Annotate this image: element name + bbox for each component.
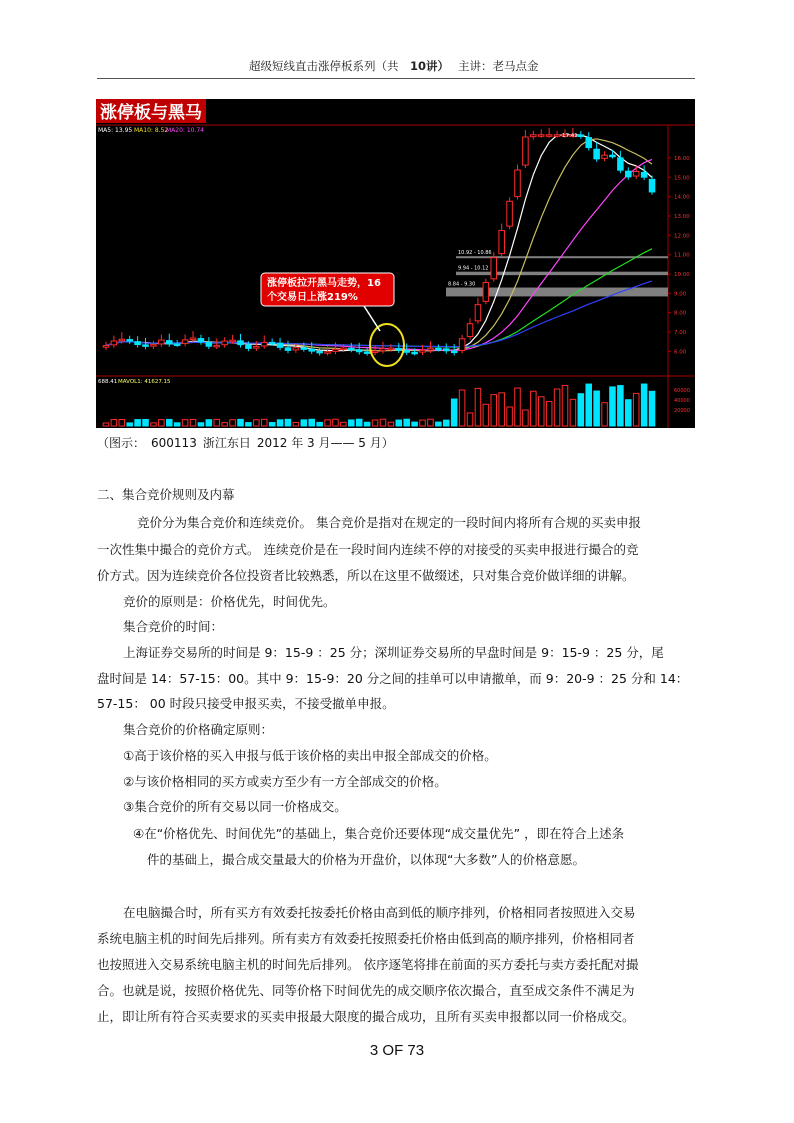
paragraph-4-line-3: 57-15： 00 时段只接受申报买卖，不接受撤单申报。 bbox=[97, 696, 395, 711]
candle-body bbox=[206, 342, 212, 346]
candle-body bbox=[238, 341, 244, 345]
candle-body bbox=[412, 352, 418, 354]
price-tick-label: 7.00 bbox=[674, 330, 687, 336]
annotation-line-2: 个交易日上涨219% bbox=[267, 292, 358, 303]
price-tick-label: 11.00 bbox=[674, 252, 690, 259]
candle-body bbox=[159, 340, 165, 344]
price-tick-label: 14.00 bbox=[674, 194, 690, 201]
paragraph-6-line-3: 也按照进入交易系统电脑主机的时间先后排列。 依序逐笔将排在前面的买方委托与卖方委托配对撮 bbox=[97, 957, 639, 972]
volume-bar bbox=[190, 419, 196, 426]
candle-body bbox=[261, 342, 267, 346]
ma5-line bbox=[106, 135, 652, 351]
chart-title: 涨停板与黑马 bbox=[100, 103, 202, 123]
candle-body bbox=[222, 341, 228, 345]
candle-body bbox=[285, 348, 291, 351]
volume-bar bbox=[451, 399, 457, 426]
rule-2: ②与该价格相同的买方或卖方至少有一方全部成交的价格。 bbox=[123, 774, 447, 789]
volume-bar bbox=[404, 419, 410, 426]
volume-bar bbox=[230, 420, 236, 426]
price-tick-label: 8.00 bbox=[674, 310, 687, 317]
volume-bar bbox=[626, 400, 632, 426]
volume-bar bbox=[499, 393, 505, 426]
paragraph-4-line-1: 上海证券交易所的时间是 9：15-9 ：25 分；深圳证券交易所的早盘时间是 9：15-9 ：25 分，尾 bbox=[123, 645, 664, 660]
paragraph-6-line-4: 合。也就是说，按照价格优先、同等价格下时间优先的成交顺序依次撮合，直至成交条件不满足为 bbox=[97, 983, 635, 998]
volume-bar bbox=[111, 420, 117, 426]
volume-bar bbox=[159, 420, 165, 426]
volume-bar bbox=[586, 384, 592, 426]
volume-bar bbox=[222, 423, 228, 426]
volume-bar bbox=[515, 388, 521, 426]
volume-bar bbox=[562, 385, 568, 426]
candle-body bbox=[467, 324, 473, 337]
volume-bar bbox=[467, 413, 473, 426]
candle-body bbox=[317, 351, 323, 353]
ma20-legend: MA20: 10.74 bbox=[166, 127, 205, 134]
rule-1: ①高于该价格的买入申报与低于该价格的卖出申报全部成交的价格。 bbox=[123, 748, 497, 763]
volume-bar bbox=[641, 384, 647, 426]
candle-body bbox=[404, 350, 410, 352]
ma10-legend: MA10: 8.52 bbox=[134, 127, 169, 134]
candle-body bbox=[554, 135, 560, 137]
paragraph-1-line-3: 价方式。因为连续竞价各位投资者比较熟悉，所以在这里不做缀述，只对集合竞价做详细的讲解。 bbox=[97, 568, 635, 583]
volume-bar bbox=[325, 420, 331, 426]
candle-body bbox=[111, 341, 117, 345]
candle-body bbox=[372, 351, 378, 353]
candle-body bbox=[649, 179, 655, 192]
caption-name: 浙江东日 bbox=[202, 436, 251, 450]
caption-date: 2012 年 3 月—— 5 月） bbox=[256, 436, 394, 450]
gap-label: 10.92 - 10.86 bbox=[458, 250, 492, 257]
price-axis-ticks bbox=[668, 156, 690, 414]
price-tick-label: 10.00 bbox=[674, 272, 690, 278]
volume-bar bbox=[333, 419, 339, 426]
candle-body bbox=[444, 349, 450, 351]
page-header bbox=[97, 56, 695, 79]
volume-bar bbox=[531, 391, 537, 426]
volume-bar bbox=[523, 410, 529, 426]
candle-body bbox=[325, 352, 331, 354]
price-tick-label: 6.00 bbox=[674, 349, 687, 356]
page-number: 3 OF 73 bbox=[369, 1042, 425, 1059]
gap-label: 9.94 - 10.12 bbox=[458, 265, 489, 272]
candle-body bbox=[333, 349, 339, 351]
candle-body bbox=[618, 158, 624, 170]
price-tick-label: 15.00 bbox=[674, 175, 690, 182]
volume-bar bbox=[538, 397, 544, 426]
volume-bar bbox=[388, 422, 394, 426]
candle-body bbox=[230, 340, 236, 342]
volume-bar bbox=[649, 391, 655, 426]
candle-body bbox=[293, 348, 299, 350]
price-tick-label: 13.00 bbox=[674, 214, 690, 220]
rule-3: ③集合竞价的所有交易以同一价格成交。 bbox=[123, 799, 347, 814]
volume-bar bbox=[182, 420, 188, 426]
paragraph-4-line-2: 盘时间是 14：57-15：00。其中 9：15-9：20 分之间的挂单可以申请撤单，而 9：20-9 ：25 分和 14： bbox=[97, 671, 689, 686]
volume-bar bbox=[356, 419, 362, 426]
volume-bar bbox=[475, 388, 481, 426]
volume-bar bbox=[610, 387, 616, 426]
volume-bar bbox=[214, 419, 220, 426]
candle-body bbox=[349, 348, 355, 350]
volume-bar bbox=[309, 419, 315, 426]
volume-bar bbox=[341, 422, 347, 426]
candle-body bbox=[356, 350, 362, 352]
candle-body bbox=[277, 343, 283, 347]
candle-body bbox=[103, 346, 109, 348]
candle-body bbox=[182, 340, 188, 344]
candle-body bbox=[475, 305, 481, 321]
candle-body bbox=[507, 201, 513, 226]
paragraph-6-line-2: 系统电脑主机的时间先后排列。所有卖方有效委托按照委托价格由低到高的顺序排列，价格相同者 bbox=[97, 931, 635, 946]
volume-tick-label: 20000 bbox=[674, 408, 690, 414]
stock-chart bbox=[96, 99, 695, 428]
volume-bar bbox=[633, 393, 639, 426]
volume-bar bbox=[293, 422, 299, 426]
gap-label: 8.84 - 9.30 bbox=[448, 281, 476, 288]
candle-body bbox=[420, 350, 426, 352]
volume-bar bbox=[459, 390, 465, 426]
candle-body bbox=[523, 137, 529, 165]
volume-bars bbox=[103, 384, 655, 426]
candle-body bbox=[546, 135, 552, 137]
volume-bar bbox=[174, 423, 180, 426]
gap-band bbox=[456, 272, 668, 275]
paragraph-5: 集合竞价的价格确定原则： bbox=[123, 722, 274, 737]
paragraph-2: 竞价的原则是：价格优先，时间优先。 bbox=[123, 594, 336, 609]
price-tick-label: 12.00 bbox=[674, 233, 690, 240]
volume-bar bbox=[436, 422, 442, 426]
price-tick-label: 9.00 bbox=[674, 291, 687, 298]
volume-bar bbox=[554, 389, 560, 426]
candle-body bbox=[127, 340, 133, 342]
vol-legend-ma: MAVOL1: 41627.15 bbox=[118, 379, 171, 385]
candle-body bbox=[483, 283, 489, 302]
volume-bar bbox=[206, 420, 212, 426]
candle-body bbox=[610, 155, 616, 157]
ma5-legend: MA5: 13.95 bbox=[98, 127, 133, 134]
candle-body bbox=[641, 172, 647, 177]
moving-average-lines bbox=[106, 135, 652, 351]
volume-bar bbox=[261, 419, 267, 426]
candle-body bbox=[388, 348, 394, 350]
volume-bar bbox=[578, 394, 584, 426]
candle-body bbox=[602, 155, 608, 158]
candle-body bbox=[198, 339, 204, 342]
volume-bar bbox=[254, 420, 260, 426]
volume-bar bbox=[444, 420, 450, 426]
volume-bar bbox=[602, 403, 608, 426]
candle-body bbox=[341, 348, 347, 350]
candle-body bbox=[364, 352, 370, 354]
candle-body bbox=[143, 345, 149, 347]
stock-chart-svg bbox=[96, 99, 695, 428]
volume-bar bbox=[103, 423, 109, 426]
candle-body bbox=[167, 341, 173, 344]
gap-lines bbox=[446, 250, 668, 296]
candle-body bbox=[531, 135, 537, 137]
paragraph-3: 集合竞价的时间： bbox=[123, 619, 224, 634]
volume-bar bbox=[396, 420, 402, 426]
candle-body bbox=[451, 351, 457, 353]
candle-body bbox=[538, 135, 544, 137]
volume-bar bbox=[143, 419, 149, 426]
annotation-line-1: 涨停板拉开黑马走势，16 bbox=[267, 278, 381, 289]
volume-bar bbox=[151, 423, 157, 426]
paragraph-6-line-1: 在电脑撮合时，所有买方有效委托按委托价格由高到低的顺序排列，价格相同者按照进入交易 bbox=[123, 905, 636, 920]
candle-body bbox=[309, 349, 315, 351]
candle-body bbox=[578, 135, 584, 137]
volume-bar bbox=[285, 419, 291, 426]
annotation-arrow bbox=[364, 306, 380, 331]
candle-body bbox=[594, 149, 600, 159]
candle-body bbox=[515, 170, 521, 197]
gap-band bbox=[446, 288, 668, 297]
caption-code: 600113 bbox=[151, 436, 197, 450]
volume-bar bbox=[364, 422, 370, 426]
candle-body bbox=[626, 171, 632, 177]
candle-body bbox=[174, 344, 180, 346]
volume-bar bbox=[372, 420, 378, 426]
volume-tick-label: 40000 bbox=[674, 398, 690, 404]
volume-bar bbox=[301, 420, 307, 426]
candle-body bbox=[119, 339, 125, 341]
vol-legend-value: 688.41 bbox=[98, 379, 118, 385]
volume-bar bbox=[167, 419, 173, 426]
candle-body bbox=[396, 348, 402, 350]
volume-tick-label: 60000 bbox=[674, 388, 690, 394]
volume-bar bbox=[349, 420, 355, 426]
volume-bar bbox=[594, 391, 600, 426]
candle-body bbox=[214, 345, 220, 347]
volume-bar bbox=[420, 420, 426, 426]
candle-body bbox=[380, 349, 386, 351]
candle-body bbox=[269, 342, 275, 344]
volume-bar bbox=[317, 422, 323, 426]
paragraph-6-line-5: 止，即让所有符合买卖要求的买卖申报最大限度的撮合成功，且所有买卖申报都以同一价格成交。 bbox=[97, 1009, 635, 1024]
candle-body bbox=[633, 172, 639, 177]
volume-bar bbox=[491, 395, 497, 426]
price-tick-label: 16.00 bbox=[674, 156, 690, 162]
candle-body bbox=[246, 345, 252, 348]
volume-bar bbox=[127, 423, 133, 426]
candle-body bbox=[459, 339, 465, 351]
volume-bar bbox=[570, 399, 576, 426]
peak-label: 17.41 bbox=[562, 133, 578, 139]
volume-bar bbox=[119, 420, 125, 426]
paragraph-1-line-2: 一次性集中撮合的竞价方式。 连续竞价是在一段时间内连续不停的对接受的买卖申报进行撮合的竞 bbox=[97, 542, 639, 557]
header-count: 10讲） bbox=[410, 59, 450, 73]
volume-bar bbox=[269, 423, 275, 426]
section-title: 二、集合竞价规则及内幕 bbox=[97, 487, 235, 502]
volume-bar bbox=[546, 402, 552, 426]
rule-4-line-2: 件的基础上，撮合成交量最大的价格为开盘价，以体现“大多数”人的价格意愿。 bbox=[147, 852, 585, 867]
rule-4-line-1: ④在“价格优先、时间优先”的基础上，集合竞价还要体现“成交量优先” ，即在符合上述条 bbox=[133, 826, 625, 841]
volume-bar bbox=[380, 419, 386, 426]
volume-bar bbox=[135, 420, 141, 426]
volume-bar bbox=[428, 419, 434, 426]
volume-bar bbox=[507, 407, 513, 426]
header-lecturer: 主讲：老马点金 bbox=[458, 59, 539, 73]
candle-body bbox=[190, 338, 196, 340]
caption-label: （图示： bbox=[97, 436, 146, 450]
figure-caption bbox=[97, 434, 400, 451]
candle-body bbox=[499, 231, 505, 254]
candle-body bbox=[491, 258, 497, 279]
volume-bar bbox=[412, 422, 418, 426]
volume-bar bbox=[238, 419, 244, 426]
candle-body bbox=[586, 138, 592, 148]
volume-bar bbox=[246, 423, 252, 426]
paragraph-1-line-1: 竞价分为集合竞价和连续竞价。 集合竞价是指对在规定的一段时间内将所有合规的买卖申报 bbox=[137, 515, 641, 530]
candle-body bbox=[135, 342, 141, 345]
candle-body bbox=[301, 348, 307, 350]
candle-body bbox=[151, 345, 157, 347]
ma20-line bbox=[106, 159, 652, 350]
candle-body bbox=[428, 348, 434, 350]
header-series: 超级短线直击涨停板系列（共 bbox=[249, 59, 399, 73]
volume-bar bbox=[277, 420, 283, 426]
candle-body bbox=[436, 348, 442, 350]
volume-bar bbox=[483, 404, 489, 426]
candle-body bbox=[254, 347, 260, 349]
volume-bar bbox=[618, 386, 624, 426]
volume-bar bbox=[198, 423, 204, 426]
